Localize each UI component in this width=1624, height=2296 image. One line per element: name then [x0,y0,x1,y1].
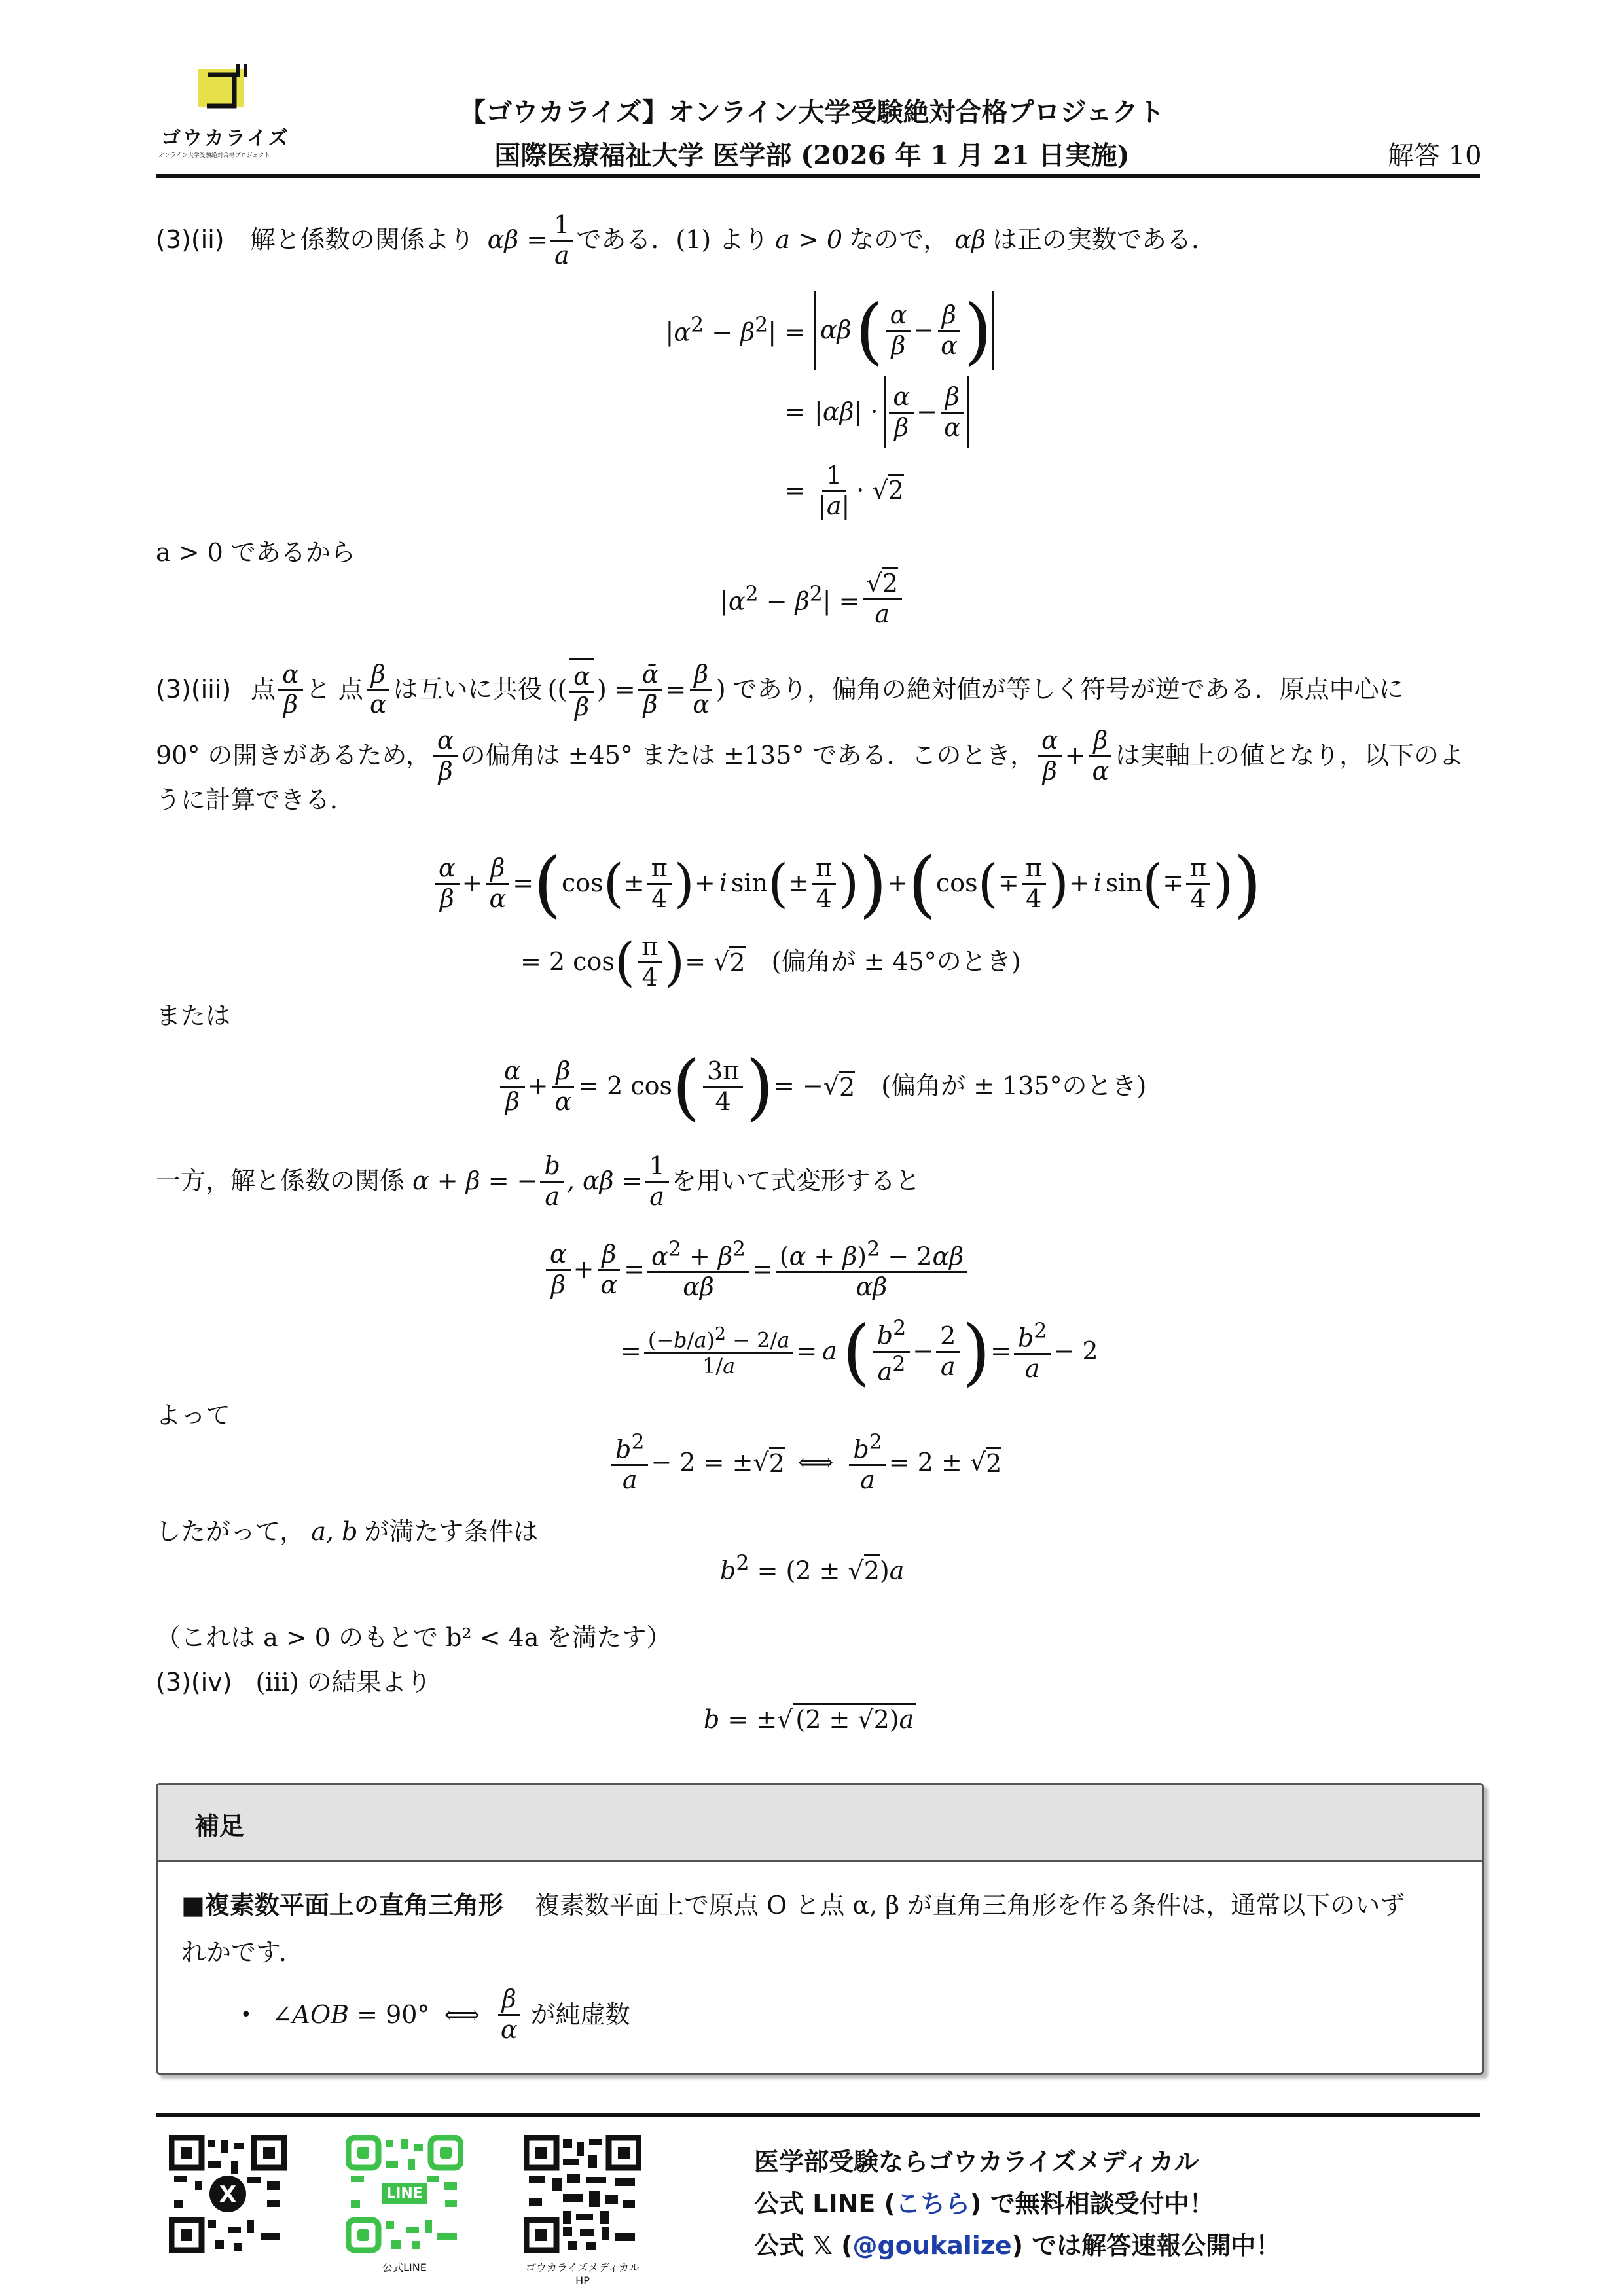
supplement-text1: 複素数平面上で原点 O と点 α, β が直角三角形を作る条件は，通常以下のいず [535,1891,1405,1920]
eq-b: b = ±√ (2 ± √2)a [704,1705,916,1735]
supplement-text2: れかです． [181,1938,304,1967]
x-qr-code[interactable] [169,2135,287,2253]
line-qr-code[interactable] [346,2135,463,2274]
qr-code-icon [169,2135,287,2253]
page-number: 解答 10 [1388,141,1482,171]
eq-result-ii: $|\alpha^2 - \beta^2|$ = $\frac{√2}{a}$ [720,569,905,628]
supplement-bullet: • ∠AOB = 90° ⟺ $\frac{\beta}{\alpha}$ が純虚数 [240,1984,630,2045]
footer-text [754,2142,1280,2267]
s3ii-text-d: は正の実数である． [992,225,1217,255]
alpha-beta: αβ = [487,225,548,255]
s3iii-l2b: の偏角は ±45° または ±135° である．このとき， [460,741,1035,770]
s3iv-text: (iii) の結果より [255,1668,431,1696]
therefore-a: したがって， [156,1517,305,1546]
supplement-title: 補足 [194,1812,245,1840]
s3iii-line1: (3)(iii) 点 $\frac{\alpha}{\beta}$ と 点 $\frac{\beta}{\alpha}$ は互いに共役 (( $\frac{\alpha}{\beta}$ ) = $\frac{\text{ᾱ}}{\betā}$ = $\frac{\beta}{\alpha}$ ) であり，偏角の絶対値が等しく符号が逆である．原点中心に [156,658,1404,721]
footer-line2b: ) で無料相談受付中！ [969,2189,1214,2218]
footer-line3b: ) では解答速報公開中！ [1011,2231,1281,2260]
supplement-box [156,1783,1484,2075]
eq-transform: $\frac{\alpha}{\beta}$ + $\frac{\beta}{\alpha}$ = $\frac{\alpha^2 + \beta^2}{\alpha\beta}$ = $\frac{(\alpha + \beta)^2 - 2\alpha\beta}{\alpha\beta}$ = $\frac{(-b/a)^2 - 2/a}{1/a}$ = a ( $\frac{b^2}{a^2}$ − $\frac{2}{a}$ ) = $\frac{b^2}{a}$ − 2 [543,1230,1098,1394]
frac-1-a: $\frac{1}{a}$ [550,211,573,270]
x-link[interactable]: @goukalize [852,2231,1012,2260]
hp-qr-code[interactable] [524,2135,641,2287]
eq-case2: $\frac{\alpha}{\beta}$ + $\frac{\beta}{\alpha}$ = 2 cos ( $\frac{3\pi}{4}$ ) = −√ 2 (偏角が ± 135°のとき) [497,1047,1146,1126]
other-b: を用いて式変形すると [671,1166,920,1196]
qr2-caption: 公式LINE [382,2261,427,2274]
s3ii-text-a: 解と係数の関係より [250,225,475,255]
s3iii-l2a: 90° の開きがあるため， [156,741,431,770]
s3ii-intro: (3)(ii) 解と係数の関係より αβ = $\frac{1}{a}$ である．(1) より a > 0 なので， αβ は正の実数である． [156,210,1217,270]
thus-label: よって [156,1401,231,1429]
s3iii-line3: うに計算できる． [156,785,355,814]
eq-condition: $b^2 = (2 \pm √2)a$ [720,1552,905,1585]
s3iii-p3: は互いに共役 [393,674,543,704]
other-a: 一方，解と係数の関係 [156,1166,405,1196]
footer-line2a: 公式 LINE ( [754,2189,895,2218]
s3ii-label: (3)(ii) [156,225,225,255]
other-line: 一方，解と係数の関係 α + β = − $\frac{b}{a}$ , αβ = $\frac{1}{a}$ を用いて式変形すると [156,1151,920,1211]
qr-code-icon [524,2135,641,2253]
footer-line2 [754,2183,1280,2225]
s3iii-label: (3)(iii) [156,674,232,704]
s3iii-p4: であり，偏角の絶対値が等しく符号が逆である．原点中心に [732,674,1404,704]
header-line1: 【ゴウカライズ】オンライン大学受験絶対合格プロジェクト [460,97,1164,128]
line-badge: LINE [386,2185,423,2202]
therefore-line: したがって， a, b が満たす条件は [156,1517,539,1546]
eq-cos: $\frac{\alpha}{\beta}$ + $\frac{\beta}{\alpha}$ = ( cos ( ± $\frac{\pi}{4}$ ) + i sin ( ± $\frac{\pi}{4}$ ) ) + ( cos ( ∓ $\frac{\pi}{4}$ ) + i sin ( ∓ $\frac{\pi}{4}$ ) ) = 2 cos ( $\frac{\pi}{4}$ ) = √ 2 (偏角が ± 45°のとき) [432,844,1261,1001]
footer-line3 [754,2225,1280,2267]
s3ii-text-b: である．(1) より [576,225,769,255]
s3iv-line [156,1668,431,1698]
s3iii-l2c: は実軸上の値となり，以下のよ [1115,741,1464,770]
supplement-header [158,1785,1482,1862]
eq-thus: $\frac{b^2}{a}$ − 2 = ±√ 2 ⟺ $\frac{b^2}{a}$ = 2 ± √ 2 [609,1427,1001,1499]
header-rule [156,174,1480,178]
qr3-caption: ゴウカライズメディカル HP [525,2261,640,2287]
s3ii-text-c: なので， [849,225,948,255]
case2-label: (偏角が ± 135°のとき) [881,1071,1147,1101]
s3ii-cond: a > 0 であるから [156,538,355,567]
s3iii-line2: 90° の開きがあるため， $\frac{\alpha}{\beta}$ の偏角は ±45° または ±135° である．このとき， $\frac{\alpha}{\beta}$ + $\frac{\beta}{\alpha}$ は実軸上の値となり，以下のよ [156,726,1464,785]
logo-subtext: オンライン大学受験絶対合格プロジェクト [158,152,270,159]
s3iv-label: (3)(iv) [156,1668,232,1696]
eq-abs-diff: $|\alpha^2 - \beta^2|$ = αβ ( $\frac{\alpha}{\beta}$ − $\frac{\beta}{\alpha}$ ) = |αβ| · $\frac{\alpha}{\beta}$ − $\frac{\beta}{\alpha}$ = $\frac{1}{|a|}$ · √2 [648,288,1106,530]
footer-line1: 医学部受験ならゴウカライズメディカル [754,2147,1199,2176]
logo-text: ゴウカライズ [161,127,290,150]
s3iii-p2: と 点 [305,674,363,704]
footer-rule [156,2113,1480,2117]
line-link[interactable]: こちら [895,2189,970,2218]
header-line2: 国際医療福祉大学 医学部 (2026 年 1 月 21 日実施) [494,140,1130,171]
supplement-heading: ■複素数平面上の直角三角形 [181,1891,503,1920]
note-line: （これは a > 0 のもとで b² < 4a を満たす） [156,1623,672,1652]
therefore-b: が満たす条件は [364,1517,539,1546]
svg-text:X: X [219,2181,237,2208]
or-label: または [156,1001,231,1030]
case1-label: (偏角が ± 45°のとき) [771,947,1021,977]
bullet-tail: が純虚数 [530,2000,630,2029]
bullet-icon: • [240,2003,252,2026]
footer-line3a: 公式 𝕏 ( [754,2231,853,2260]
s3iii-p1: 点 [251,674,276,704]
